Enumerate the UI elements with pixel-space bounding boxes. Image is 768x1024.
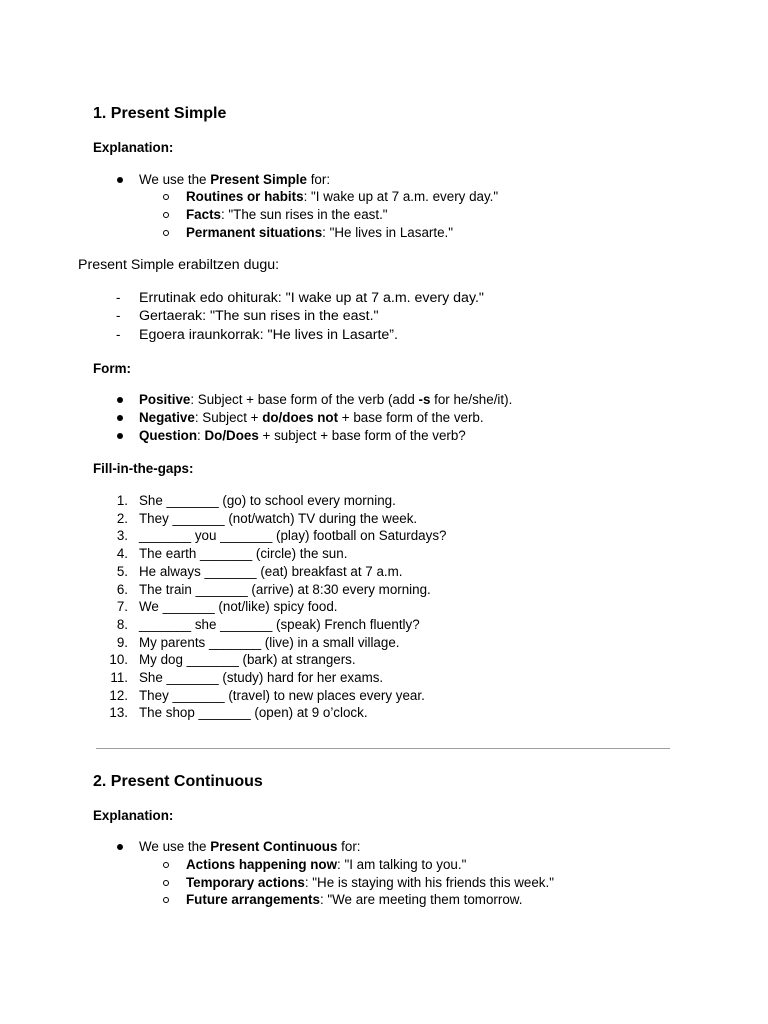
basque-item: Gertaerak: "The sun rises in the east." [139,308,379,324]
gap-sentence: The shop _______ (open) at 9 o’clock. [139,705,368,720]
basque-dash: - [116,327,121,342]
circle-bullet-icon [163,230,169,236]
use-example: : "I am talking to you." [337,857,467,872]
use-example: : "He lives in Lasarte." [322,225,453,240]
circle-bullet-icon [163,862,169,868]
use-term: Future arrangements [186,892,320,907]
form-text: + subject + base form of the verb? [258,428,466,443]
use-example: : "He is staying with his friends this week." [304,875,554,890]
gap-sentence: _______ you _______ (play) football on Saturdays? [139,528,447,543]
gap-number: 3. [116,528,128,543]
basque-intro: Present Simple erabiltzen dugu: [78,257,280,273]
gap-number: 8. [116,617,128,632]
bullet-icon [117,433,123,439]
circle-bullet-icon [163,897,169,903]
intro-line [139,171,330,189]
form-label: Form: [93,361,131,376]
use-item [186,856,466,874]
intro-post: for: [337,839,361,854]
form-text: for he/she/it). [430,392,513,407]
gap-number: 6. [116,582,128,597]
form-term: Question [139,428,198,443]
basque-item: Errutinak edo ohiturak: "I wake up at 7 a.m. every day." [139,290,484,306]
gap-number: 2. [116,511,128,526]
form-text: : [197,428,205,443]
explanation-label: Explanation: [93,808,174,823]
use-term: Actions happening now [186,857,338,872]
use-term: Permanent situations [186,225,323,240]
gap-sentence: My parents _______ (live) in a small village. [139,635,400,650]
intro-pre: We use the [139,839,211,854]
form-text: : Subject + base form of the verb (add [190,392,419,407]
use-item [186,874,554,892]
circle-bullet-icon [163,194,169,200]
circle-bullet-icon [163,212,169,218]
gap-sentence: He always _______ (eat) breakfast at 7 a.m. [139,564,403,579]
section-divider [96,748,670,749]
section-title: 2. Present Continuous [93,773,263,790]
gap-number: 13. [109,705,128,720]
bullet-icon [117,177,123,183]
use-term: Facts [186,207,221,222]
form-question [139,427,466,445]
form-term: Negative [139,410,195,425]
intro-bold: Present Simple [210,172,307,187]
bullet-icon [117,397,123,403]
form-text: : Subject + [194,410,263,425]
intro-post: for: [306,172,331,187]
use-item [186,891,522,909]
use-term: Routines or habits [186,189,304,204]
circle-bullet-icon [163,880,169,886]
intro-pre: We use the [139,172,211,187]
gap-sentence: She _______ (go) to school every morning. [139,493,396,508]
intro-bold: Present Continuous [210,839,338,854]
gap-number: 12. [109,688,128,703]
use-term: Temporary actions [186,875,305,890]
basque-item: Egoera iraunkorrak: "He lives in Lasarte”. [139,327,398,343]
gap-number: 10. [109,652,128,667]
gap-sentence: They _______ (travel) to new places every year. [139,688,425,703]
gap-sentence: The earth _______ (circle) the sun. [139,546,348,561]
form-term: Positive [139,392,191,407]
bullet-icon [117,415,123,421]
section-title: 1. Present Simple [93,105,227,122]
gap-sentence: They _______ (not/watch) TV during the week. [139,511,418,526]
use-item [186,206,388,224]
bullet-icon [117,844,123,850]
gap-number: 5. [116,564,128,579]
use-item [186,224,453,242]
gap-sentence: We _______ (not/like) spicy food. [139,599,338,614]
gap-number: 1. [116,493,128,508]
use-item [186,188,498,206]
gap-sentence: She _______ (study) hard for her exams. [139,670,384,685]
gap-number: 11. [110,670,128,685]
explanation-label: Explanation: [93,140,174,155]
form-bold-part: do/does not [262,410,339,425]
form-bold-part: Do/Does [204,428,259,443]
use-example: : "We are meeting them tomorrow. [319,892,523,907]
gap-sentence: _______ she _______ (speak) French fluently? [139,617,420,632]
gap-number: 4. [116,546,128,561]
basque-dash: - [116,290,121,305]
form-positive [139,391,512,409]
intro-line [139,838,361,856]
gap-sentence: My dog _______ (bark) at strangers. [139,652,356,667]
gap-number: 9. [116,635,128,650]
form-bold-part: -s [418,392,431,407]
form-negative [139,409,484,427]
gap-number: 7. [116,599,128,614]
basque-dash: - [116,308,121,323]
gap-sentence: The train _______ (arrive) at 8:30 every morning. [139,582,431,597]
form-text: + base form of the verb. [338,410,484,425]
use-example: : "I wake up at 7 a.m. every day." [303,189,499,204]
use-example: : "The sun rises in the east." [220,207,388,222]
gaps-label: Fill-in-the-gaps: [93,461,194,476]
